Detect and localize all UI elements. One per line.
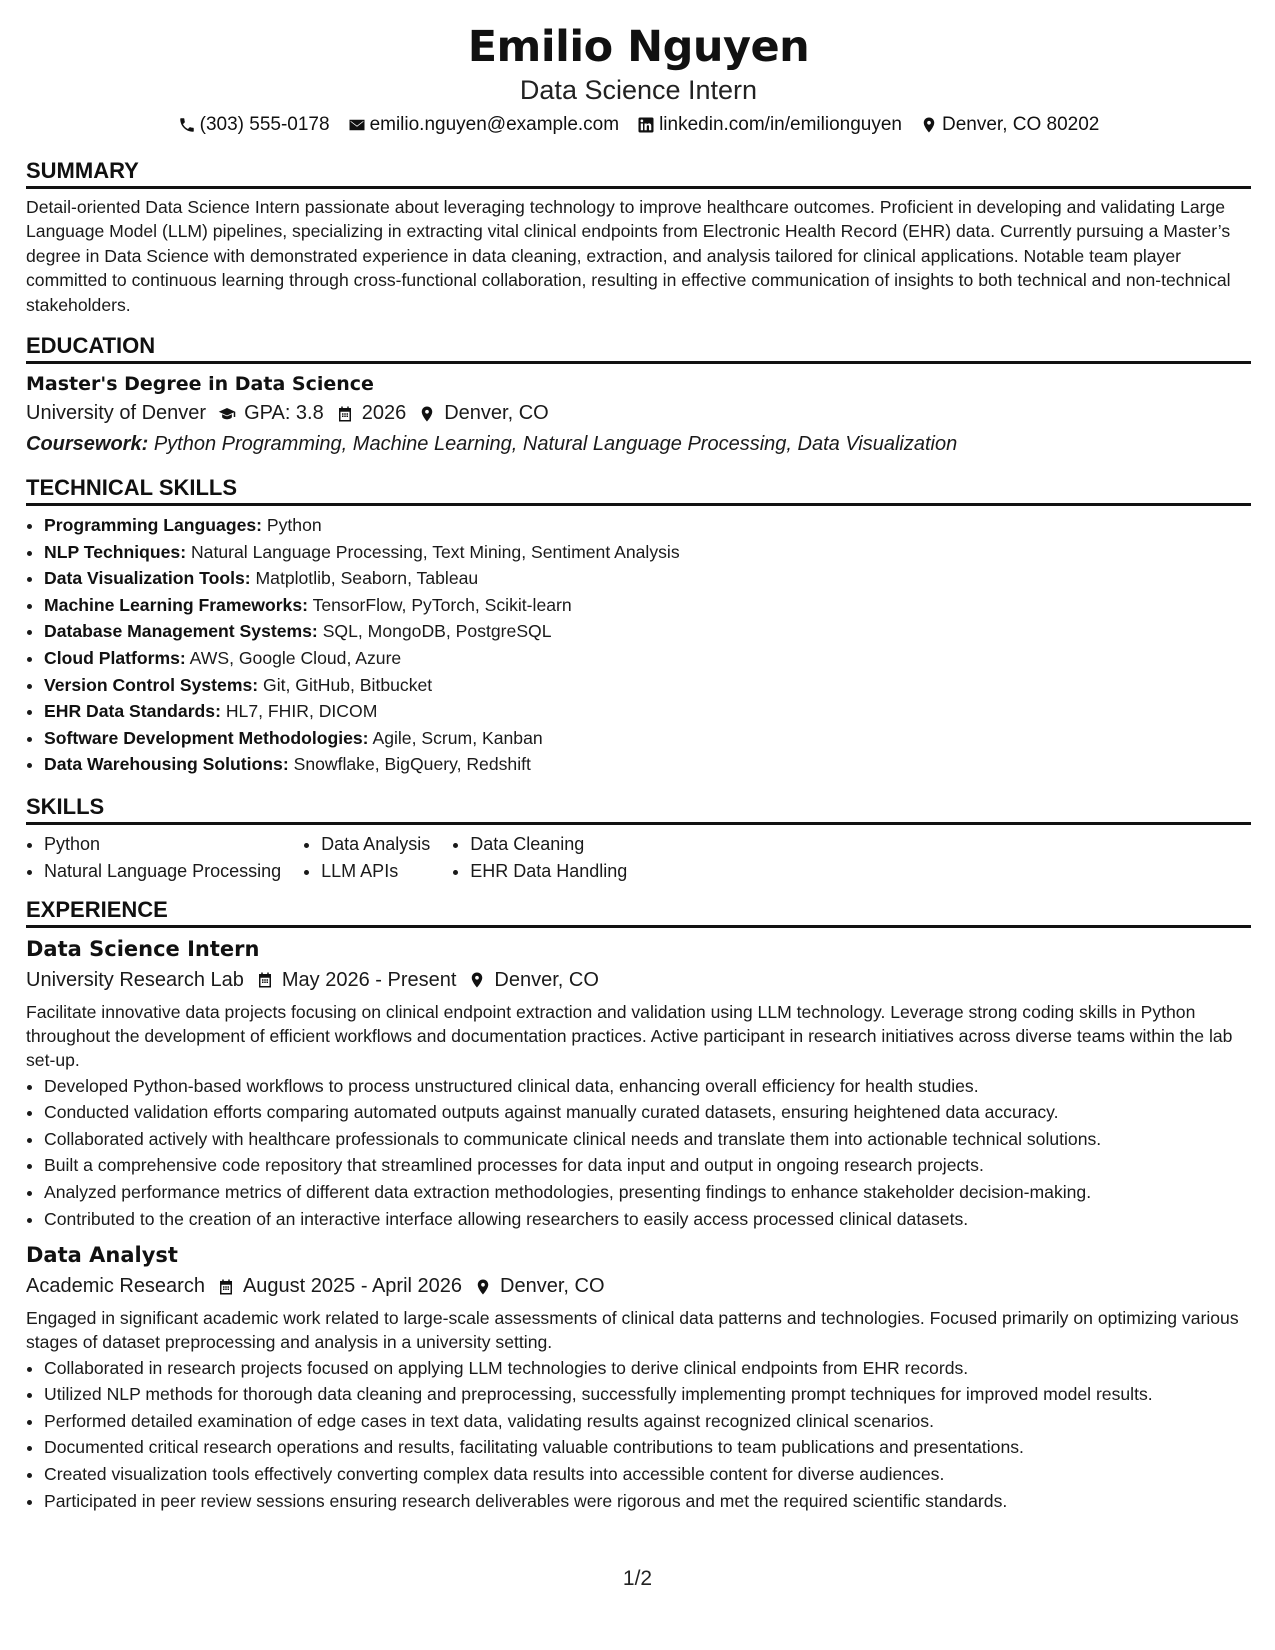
job-entry bbox=[26, 934, 1251, 1232]
calendar-icon bbox=[217, 1278, 235, 1296]
job-meta bbox=[26, 1271, 1251, 1302]
contact-linkedin[interactable] bbox=[637, 112, 902, 138]
list-item: • Cloud Platforms: AWS, Google Cloud, Azure bbox=[44, 645, 1251, 672]
technical-skills-list bbox=[26, 512, 1251, 778]
job-title: Data Analyst bbox=[26, 1243, 178, 1268]
envelope-icon bbox=[348, 116, 366, 134]
list-item: • EHR Data Standards: HL7, FHIR, DICOM bbox=[44, 698, 1251, 725]
phone-text: (303) 555-0178 bbox=[199, 114, 330, 135]
graduation-year: 2026 bbox=[361, 402, 407, 425]
contact-email[interactable] bbox=[348, 112, 620, 138]
candidate-name: Emilio Nguyen bbox=[467, 22, 810, 72]
contact-bar bbox=[26, 112, 1251, 138]
job-description: Engaged in significant academic work related to large-scale assessments of clinical data patterns and technologies. Focused primarily on optimizing various stages of dataset preprocessing and analysis in a university setting. bbox=[26, 1308, 1239, 1353]
education-meta bbox=[26, 398, 1251, 429]
email-text: emilio.nguyen@example.com bbox=[369, 114, 620, 135]
degree-title: Master's Degree in Data Science bbox=[26, 373, 374, 396]
job-description: Facilitate innovative data projects focusing on clinical endpoint extraction and validation using LLM technology. Leverage strong coding skills in Python throughout the development of efficient workflows and documentation practices. Active participant in research initiatives across diverse teams within the lab set-up. bbox=[26, 1001, 1233, 1071]
list-item: • Database Management Systems: SQL, MongoDB, PostgreSQL bbox=[44, 618, 1251, 645]
skills-column bbox=[303, 831, 430, 885]
gpa-text: GPA: 3.8 bbox=[244, 402, 324, 425]
list-item: • Data Warehousing Solutions: Snowflake, BigQuery, Redshift bbox=[44, 751, 1251, 778]
graduation-cap-icon bbox=[218, 405, 236, 423]
candidate-role: Data Science Intern bbox=[519, 75, 758, 105]
job-org: University Research Lab bbox=[26, 968, 244, 991]
list-item: • LLM APIs bbox=[321, 858, 430, 885]
job-entry bbox=[26, 1240, 1251, 1514]
contact-location bbox=[920, 112, 1099, 138]
coursework-line bbox=[26, 429, 1251, 459]
map-pin-icon bbox=[474, 1278, 492, 1296]
education-location: Denver, CO bbox=[444, 402, 549, 425]
skills-column bbox=[26, 831, 281, 885]
calendar-icon bbox=[336, 405, 354, 423]
list-item: • Participated in peer review sessions ensuring research deliverables were rigorous and met the required scientific standards. bbox=[44, 1488, 1251, 1515]
job-org: Academic Research bbox=[26, 1275, 205, 1298]
list-item: • Built a comprehensive code repository that streamlined processes for data input and output in ongoing research projects. bbox=[44, 1152, 1251, 1179]
list-item: • Data Visualization Tools: Matplotlib, Seaborn, Tableau bbox=[44, 565, 1251, 592]
list-item: • EHR Data Handling bbox=[470, 858, 627, 885]
resume-page bbox=[26, 20, 1251, 1514]
list-item: • Machine Learning Frameworks: TensorFlow, PyTorch, Scikit-learn bbox=[44, 592, 1251, 619]
experience-heading: EXPERIENCE bbox=[26, 897, 1251, 928]
map-pin-icon bbox=[468, 971, 486, 989]
list-item: • Data Analysis bbox=[321, 831, 430, 858]
list-item: • Utilized NLP methods for thorough data cleaning and preprocessing, successfully implementing prompt techniques for improved model results. bbox=[44, 1381, 1251, 1408]
list-item: • Conducted validation efforts comparing automated outputs against manually curated datasets, ensuring heightened data accuracy. bbox=[44, 1099, 1251, 1126]
list-item: • Contributed to the creation of an interactive interface allowing researchers to easily access processed clinical datasets. bbox=[44, 1206, 1251, 1233]
phone-icon bbox=[178, 116, 196, 134]
linkedin-text: linkedin.com/in/emilionguyen bbox=[659, 114, 902, 135]
job-meta bbox=[26, 965, 1251, 996]
list-item: • NLP Techniques: Natural Language Processing, Text Mining, Sentiment Analysis bbox=[44, 539, 1251, 566]
summary-text: Detail-oriented Data Science Intern passionate about leveraging technology to improve healthcare outcomes. Proficient in developing and validating Large Language Model (LLM) pipelines, specializing in extracting vital clinical endpoints from Electronic Health Record (EHR) data. Currently pursuing a Master’s degree in Data Science with demonstrated experience in data cleaning, extraction, and analysis tailored for clinical applications. Notable team player committed to continuous learning through cross-functional collaboration, resulting in effective communication of insights to both technical and non-technical stakeholders. bbox=[26, 197, 1231, 315]
skills-heading: SKILLS bbox=[26, 794, 1251, 825]
page-number: 1/2 bbox=[622, 1567, 653, 1590]
list-item: • Documented critical research operations and results, facilitating valuable contributions to team publications and presentations. bbox=[44, 1434, 1251, 1461]
calendar-icon bbox=[256, 971, 274, 989]
map-pin-icon bbox=[920, 116, 938, 134]
job-dates: May 2026 - Present bbox=[281, 968, 457, 991]
summary-heading: SUMMARY bbox=[26, 158, 1251, 189]
education-heading: EDUCATION bbox=[26, 333, 1251, 364]
job-location: Denver, CO bbox=[500, 1275, 605, 1298]
list-item: • Analyzed performance metrics of different data extraction methodologies, presenting findings to enhance stakeholder decision-making. bbox=[44, 1179, 1251, 1206]
job-bullets bbox=[26, 1355, 1251, 1515]
skills-grid bbox=[26, 831, 1251, 885]
contact-phone[interactable] bbox=[178, 112, 330, 138]
list-item: • Version Control Systems: Git, GitHub, Bitbucket bbox=[44, 672, 1251, 699]
list-item: • Developed Python-based workflows to process unstructured clinical data, enhancing overall efficiency for health studies. bbox=[44, 1073, 1251, 1100]
list-item: • Collaborated in research projects focused on applying LLM technologies to derive clinical endpoints from EHR records. bbox=[44, 1355, 1251, 1382]
map-pin-icon bbox=[418, 405, 436, 423]
list-item: • Natural Language Processing bbox=[44, 858, 281, 885]
job-dates: August 2025 - April 2026 bbox=[242, 1275, 463, 1298]
list-item: • Data Cleaning bbox=[470, 831, 627, 858]
job-bullets bbox=[26, 1073, 1251, 1233]
list-item: • Created visualization tools effectively converting complex data results into accessible content for diverse audiences. bbox=[44, 1461, 1251, 1488]
list-item: • Programming Languages: Python bbox=[44, 512, 1251, 539]
list-item: • Performed detailed examination of edge cases in text data, validating results against recognized clinical scenarios. bbox=[44, 1408, 1251, 1435]
school-name: University of Denver bbox=[26, 402, 207, 425]
list-item: • Collaborated actively with healthcare professionals to communicate clinical needs and translate them into actionable technical solutions. bbox=[44, 1126, 1251, 1153]
list-item: • Software Development Methodologies: Agile, Scrum, Kanban bbox=[44, 725, 1251, 752]
job-title: Data Science Intern bbox=[26, 936, 260, 961]
linkedin-icon bbox=[637, 116, 655, 134]
technical-skills-heading: TECHNICAL SKILLS bbox=[26, 475, 1251, 506]
job-location: Denver, CO bbox=[494, 968, 599, 991]
list-item: • Python bbox=[44, 831, 281, 858]
skills-column bbox=[452, 831, 627, 885]
coursework-label: Coursework: bbox=[26, 433, 149, 456]
location-text: Denver, CO 80202 bbox=[942, 114, 1100, 135]
coursework-list: Python Programming, Machine Learning, Natural Language Processing, Data Visualization bbox=[153, 433, 958, 456]
